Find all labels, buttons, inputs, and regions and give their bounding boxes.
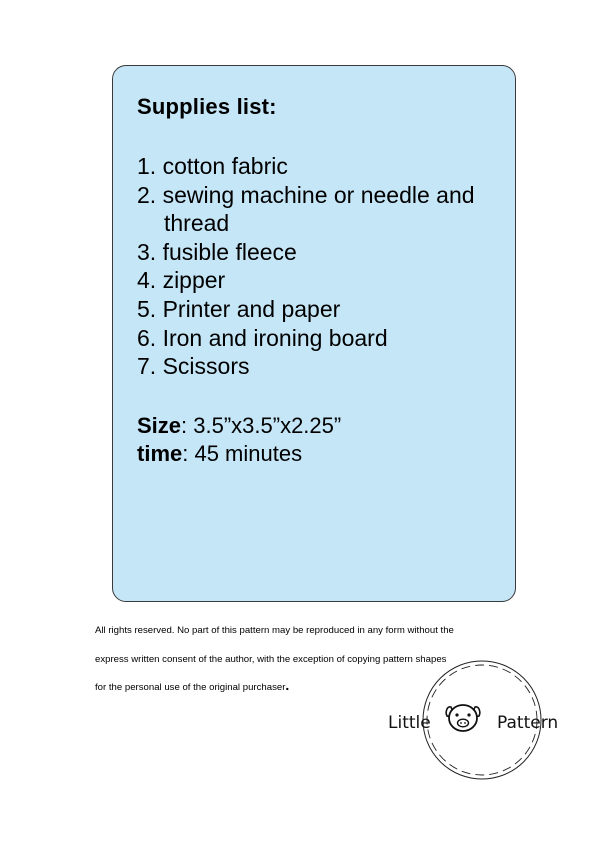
time-value: : 45 minutes <box>182 441 303 466</box>
supply-item: 1. cotton fabric <box>137 153 288 179</box>
little-pattern-logo <box>384 658 580 782</box>
supply-item: 2. sewing machine or needle and thread <box>137 181 475 237</box>
time-label: time <box>137 441 183 466</box>
copyright-line: All rights reserved. No part of this pattern may be reproduced in any form without the <box>95 625 454 636</box>
supply-item: 4. zipper <box>137 267 226 294</box>
time-row <box>137 440 341 468</box>
copyright-line-text: for the personal use of the original purchaser <box>95 682 286 693</box>
supply-item: 7. Scissors <box>137 353 250 380</box>
copyright-line: express written consent of the author, with the exception of copying pattern shapes <box>95 653 447 665</box>
logo-word-left: Little <box>388 713 431 733</box>
supply-item: 3. fusible fleece <box>137 238 297 265</box>
supply-item: 5. Printer and paper <box>137 295 341 322</box>
size-label: Size <box>137 413 182 438</box>
pig-face-icon <box>446 705 480 731</box>
size-row <box>137 412 341 440</box>
supplies-list <box>137 152 524 381</box>
logo-word-right: Pattern <box>497 713 559 733</box>
supplies-title: Supplies list: <box>137 94 277 119</box>
project-details <box>137 412 341 468</box>
copyright-line-period: . <box>285 677 290 693</box>
supply-item: 6. Iron and ironing board <box>137 324 388 351</box>
size-value: : 3.5”x3.5”x2.25” <box>181 413 342 438</box>
